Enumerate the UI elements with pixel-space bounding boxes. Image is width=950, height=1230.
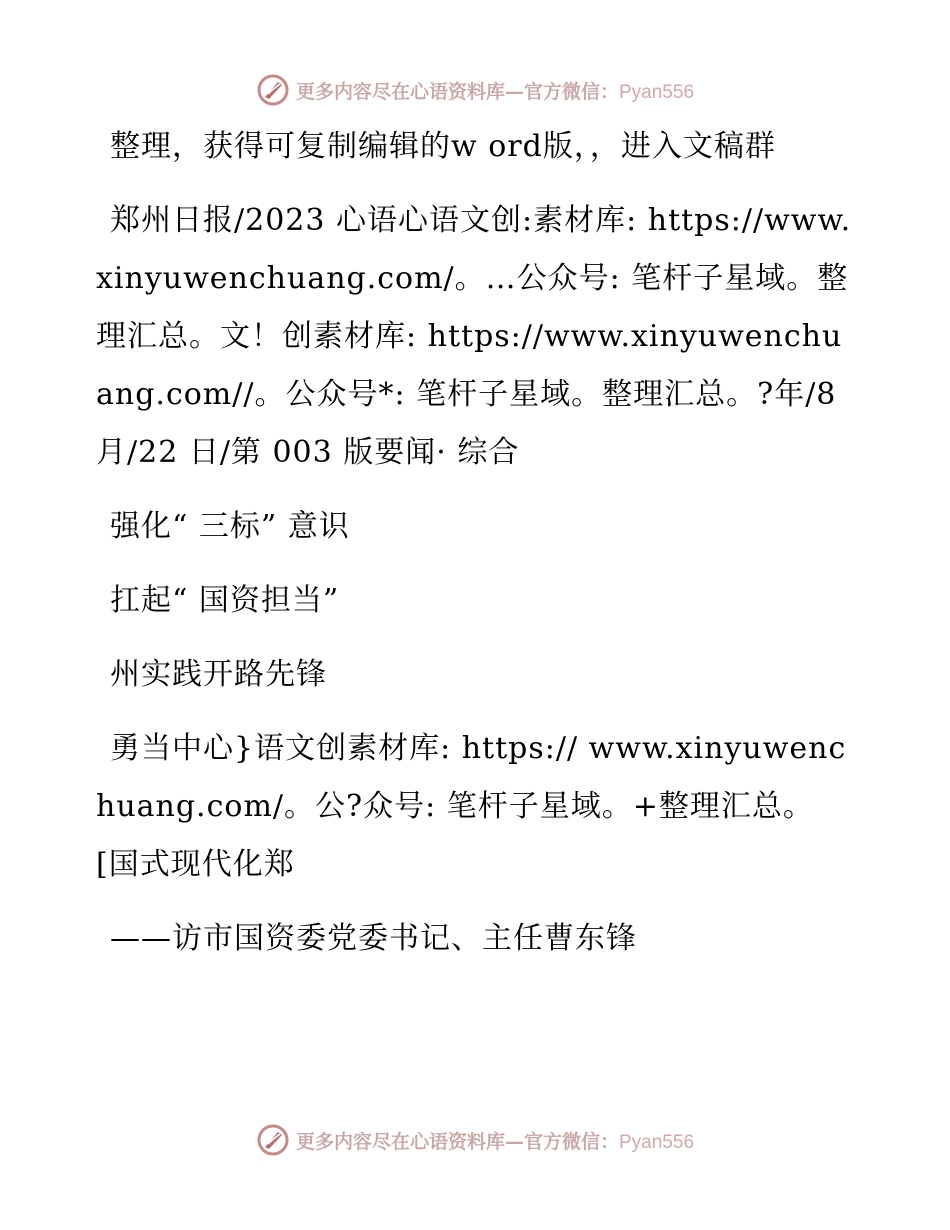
footer-banner-handle: Pyan556 — [619, 1131, 695, 1153]
header-banner-text: 更多内容尽在心语资料库—官方微信：Pyan556 — [295, 80, 695, 103]
header-banner — [0, 70, 950, 110]
brush-pen-logo-icon — [256, 1123, 290, 1157]
subtitle-interview: ——访市国资委党委书记、主任曹东锋 — [110, 921, 637, 956]
brush-pen-logo-icon — [256, 73, 290, 107]
header-banner-handle: Pyan556 — [619, 81, 695, 103]
paragraph-mixed: 勇当中心}语文创素材库: https:// www.xinyuwenchuang.com/。公?众号: 笔杆子星域。+整理汇总。[国式现代化郑 — [96, 731, 847, 882]
headline-line-3: 州实践开路先锋 — [110, 657, 327, 692]
paragraph-intro: 整理，获得可复制编辑的w ord版，，进入文稿群 — [110, 129, 776, 164]
footer-banner — [0, 1120, 950, 1160]
footer-banner-text: 更多内容尽在心语资料库—官方微信：Pyan556 — [295, 1130, 695, 1153]
paragraph-source: 郑州日报/2023 心语心语文创:素材库: https://www.xinyuwenchuang.com/。…公众号: 笔杆子星域。整理汇总。文！创素材库: https://www.xinyuwenchuang.com//。公众号*: 笔杆子星域。整理汇总。?年/8 月/22 日/第 003 版要闻· 综合 — [96, 203, 852, 470]
document-body — [96, 118, 856, 984]
headline-line-1: 强化“ 三标” 意识 — [110, 509, 350, 544]
headline-line-2: 扛起“ 国资担当” — [110, 583, 340, 618]
